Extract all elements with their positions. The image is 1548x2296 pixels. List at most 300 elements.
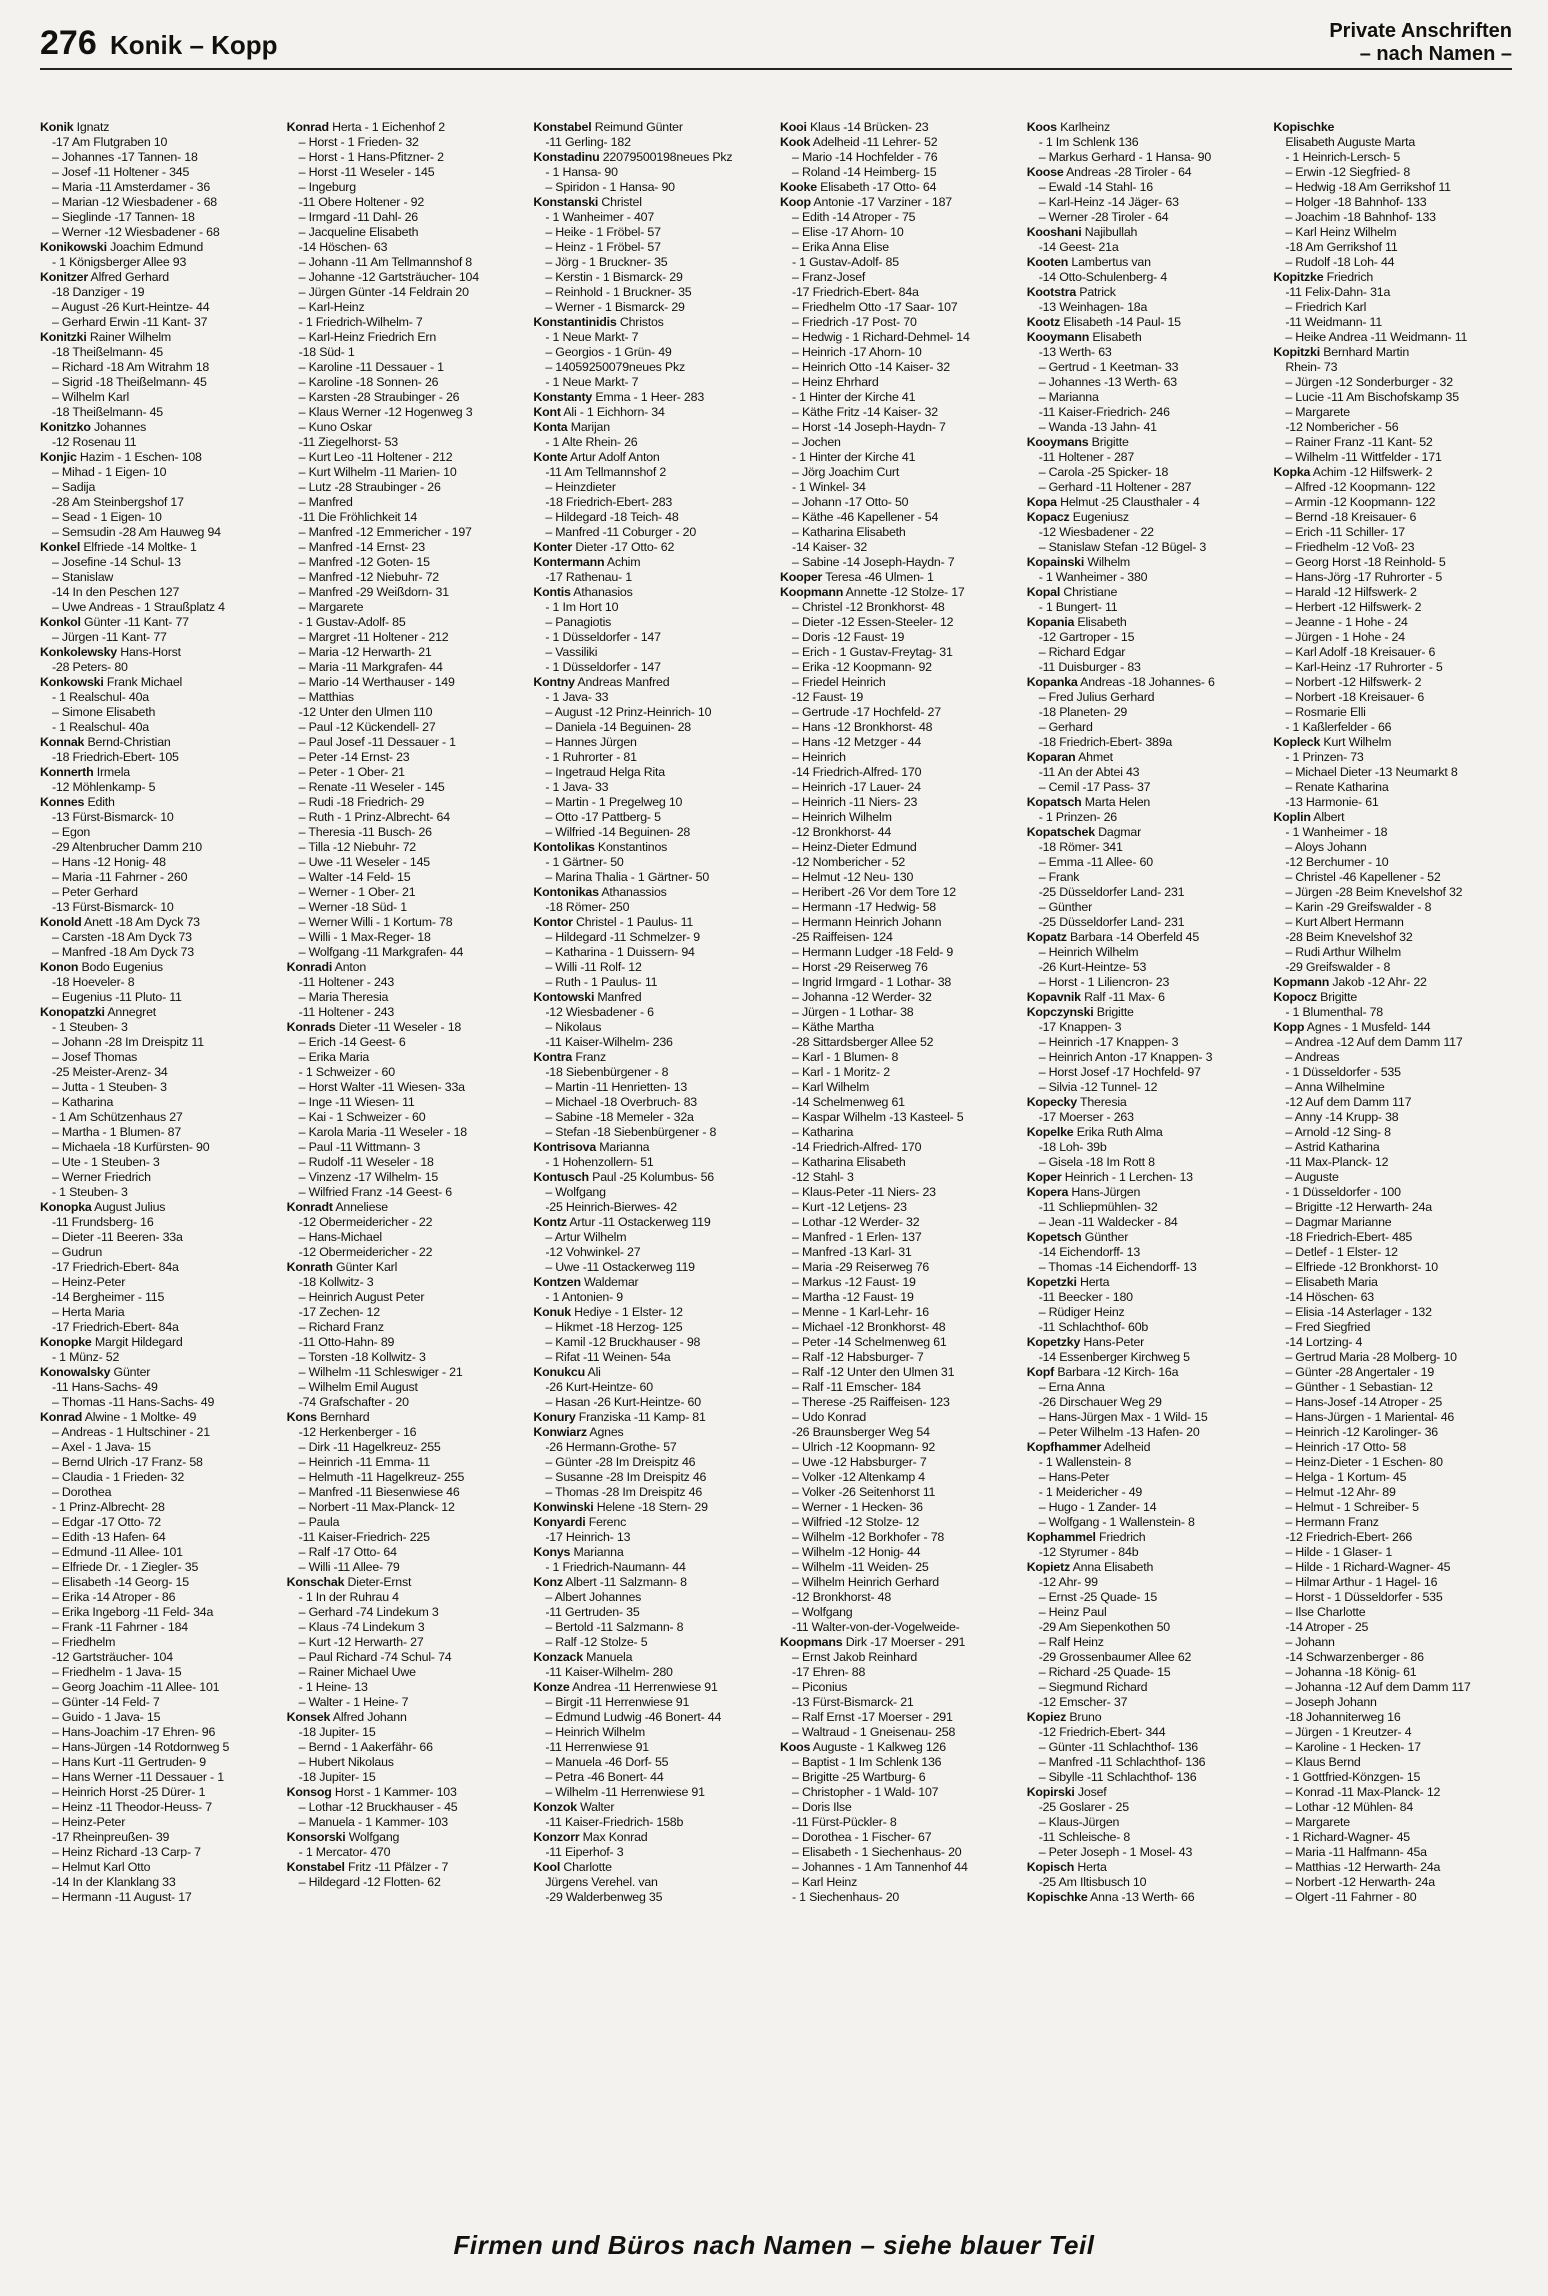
listing-entry (1027, 1230, 1266, 1275)
entry-line: – Horst Walter -11 Wiesen- 33a (298, 1080, 465, 1094)
listing-entry (533, 1515, 772, 1545)
entry-line: – Peter - 1 Ober- 21 (298, 765, 405, 779)
entry-head (780, 1740, 1019, 1755)
entry-line: – Hugo - 1 Zander- 14 (1038, 1500, 1157, 1514)
entry-line: -14 Friedrich-Alfred- 170 (792, 1140, 922, 1154)
listing-entry (1273, 120, 1512, 270)
entry-line: – Olgert -11 Fahrner - 80 (1285, 1890, 1417, 1904)
entry-line: – Margret -11 Holtener - 212 (298, 630, 449, 644)
entry-surname: Konold (40, 915, 82, 929)
entry-line: – Astrid Katharina (1285, 1140, 1380, 1154)
entry-line: – Hans-Jürgen Max - 1 Wild- 15 (1038, 1410, 1208, 1424)
entry-line: – Spiridon - 1 Hansa- 90 (545, 180, 675, 194)
entry-line: – Elfriede Dr. - 1 Ziegler- 35 (52, 1560, 199, 1574)
entry-line: – Jörg - 1 Bruckner- 35 (545, 255, 668, 269)
entry-line: -14 Otto-Schulenberg- 4 (1038, 270, 1168, 284)
entry-line: - 1 Java- 33 (545, 780, 609, 794)
entry-head (533, 420, 772, 435)
entry-first-line: Reimund Günter (591, 120, 683, 134)
entry-surname: Kontor (533, 915, 573, 929)
entry-line: - 1 Blumenthal- 78 (1285, 1005, 1384, 1019)
entry-surname: Konradt (286, 1200, 333, 1214)
entry-line: - 1 Richard-Wagner- 45 (1285, 1830, 1410, 1844)
entry-line: – Johannes -13 Werth- 63 (1038, 375, 1177, 389)
entry-line: – Ralf -17 Otto- 64 (298, 1545, 397, 1559)
entry-line: – Erika -12 Koopmann- 92 (792, 660, 932, 674)
entry-line: - 1 Schweizer - 60 (298, 1065, 395, 1079)
entry-first-line: Athanassios (598, 885, 667, 899)
entry-line: - 1 Java- 33 (545, 690, 609, 704)
entry-line: – Stanislaw (52, 570, 114, 584)
entry-line: – Karl - 1 Blumen- 8 (792, 1050, 899, 1064)
entry-line: – Maria -11 Markgrafen- 44 (298, 660, 443, 674)
entry-line: – Mihad - 1 Eigen- 10 (52, 465, 167, 479)
entry-line: – Karl-Heinz (298, 300, 365, 314)
entry-line: – Karin -29 Greifswalder - 8 (1285, 900, 1432, 914)
entry-line: – Uwe -12 Habsburger- 7 (792, 1455, 927, 1469)
listing-entry (780, 180, 1019, 195)
entry-first-line: Kurt Wilhelm (1320, 735, 1392, 749)
entry-surname: Konkol (40, 615, 81, 629)
entry-first-line: Johannes (90, 420, 147, 434)
entry-line: – Silvia -12 Tunnel- 12 (1038, 1080, 1158, 1094)
entry-head (287, 1785, 526, 1800)
entry-surname: Kopatschek (1026, 825, 1095, 839)
entry-line: -11 Gertruden- 35 (545, 1605, 640, 1619)
listing-entry (533, 1365, 772, 1410)
entry-line: -25 Heinrich-Bierwes- 42 (545, 1200, 677, 1214)
listing-entry (533, 405, 772, 420)
entry-head (533, 120, 772, 135)
listing-entry (40, 1365, 279, 1410)
column-1 (40, 120, 279, 2240)
listing-entry (533, 390, 772, 405)
entry-first-line: Paul -25 Kolumbus- 56 (588, 1170, 714, 1184)
entry-line: – Klaus-Peter -11 Niers- 23 (792, 1185, 936, 1199)
entry-line: - 1 Mercator- 470 (298, 1845, 391, 1859)
entry-head (1027, 1275, 1266, 1290)
entry-line: – Hildegard -12 Flotten- 62 (298, 1875, 441, 1889)
entry-line: - 1 Friedrich-Naumann- 44 (545, 1560, 686, 1574)
entry-line: - 1 Hinter der Kirche 41 (792, 390, 916, 404)
entry-line: -12 Möhlenkamp- 5 (52, 780, 156, 794)
section-title-line1: Private Anschriften (1329, 20, 1512, 42)
entry-line: – Edgar -17 Otto- 72 (52, 1515, 161, 1529)
entry-line: – Friedhelm -12 Voß- 23 (1285, 540, 1415, 554)
entry-line: - 1 Gärtner- 50 (545, 855, 624, 869)
listing-entry (533, 540, 772, 555)
entry-line: – Wilhelm Karl (52, 390, 130, 404)
entry-surname: Kontowski (533, 990, 595, 1004)
entry-line: – Auguste (1285, 1170, 1339, 1184)
entry-line: – Bernd -18 Kreisauer- 6 (1285, 510, 1417, 524)
entry-line: – Käthe Martha (792, 1020, 874, 1034)
entry-surname: Kopecky (1026, 1095, 1077, 1109)
entry-line: – Marian -12 Wiesbadener - 68 (52, 195, 218, 209)
entry-line: – Jürgen -11 Kant- 77 (52, 630, 167, 644)
entry-line: -12 Unter den Ulmen 110 (298, 705, 433, 719)
entry-first-line: Brigitte (1316, 990, 1358, 1004)
entry-head (533, 450, 772, 465)
entry-line: -12 Stahl- 3 (792, 1170, 854, 1184)
entry-surname: Konon (40, 960, 79, 974)
entry-line: – Udo Konrad (792, 1410, 867, 1424)
entry-line: – Inge -11 Wiesen- 11 (298, 1095, 415, 1109)
entry-head (1027, 225, 1266, 240)
listing-entry (533, 885, 772, 915)
entry-line: – Kai - 1 Schweizer - 60 (298, 1110, 426, 1124)
entry-line: – Ingeburg (298, 180, 356, 194)
entry-first-line: Christiane (1060, 585, 1118, 599)
entry-first-line: Franz (572, 1050, 606, 1064)
entry-line: – Kuno Oskar (298, 420, 373, 434)
entry-line: -11 Obere Holtener - 92 (298, 195, 425, 209)
entry-line: – Helmuth -11 Hagelkreuz- 255 (298, 1470, 465, 1484)
listing-entry (40, 795, 279, 915)
entry-surname: Koopmann (780, 585, 844, 599)
entry-line: – Josefine -14 Schul- 13 (52, 555, 181, 569)
entry-line: – Ralf -11 Emscher- 184 (792, 1380, 921, 1394)
entry-line: -18 Friedrich-Ebert- 389a (1038, 735, 1173, 749)
entry-first-line: Günter -11 Kant- 77 (80, 615, 189, 629)
listing-entry (533, 555, 772, 585)
entry-line: – Heinz-Peter (52, 1275, 126, 1289)
entry-line: – Vassiliki (545, 645, 598, 659)
entry-line: – Herbert -12 Hilfswerk- 2 (1285, 600, 1422, 614)
entry-surname: Konkel (40, 540, 81, 554)
entry-surname: Kooshani (1026, 225, 1082, 239)
section-title-line2: – nach Namen – (1359, 43, 1512, 65)
entry-first-line: Annette -12 Stolze- 17 (843, 585, 965, 599)
entry-surname: Kooten (1026, 255, 1069, 269)
entry-line: – Jochen (792, 435, 841, 449)
listing-entry (533, 195, 772, 315)
entry-head (1273, 465, 1512, 480)
entry-head (780, 570, 1019, 585)
entry-line: – Heinrich -12 Karolinger- 36 (1285, 1425, 1438, 1439)
entry-head (40, 1365, 279, 1380)
entry-surname: Kontra (533, 1050, 573, 1064)
entry-line: -11 Duisburger - 83 (1038, 660, 1141, 674)
entry-line: – Günter -28 Im Dreispitz 46 (545, 1455, 696, 1469)
entry-line: – Gerhard -11 Holtener - 287 (1038, 480, 1192, 494)
entry-first-line: Andreas -18 Johannes- 6 (1077, 675, 1215, 689)
entry-first-line: Anneliese (332, 1200, 388, 1214)
entry-line: – Johanne -12 Gartsträucher- 104 (298, 270, 479, 284)
entry-line: -12 Gartroper - 15 (1038, 630, 1135, 644)
entry-line: – Heinrich Wilhelm (792, 810, 892, 824)
entry-surname: Kopatz (1026, 930, 1067, 944)
entry-surname: Konitzer (40, 270, 88, 284)
entry-surname: Kopatsch (1026, 795, 1082, 809)
entry-line: – Manfred -11 Schlachthof- 136 (1038, 1755, 1206, 1769)
entry-head (1027, 1185, 1266, 1200)
entry-line: – Herta Maria (52, 1305, 125, 1319)
entry-head (1027, 1710, 1266, 1725)
entry-head (780, 195, 1019, 210)
entry-line: – Ulrich -12 Koopmann- 92 (792, 1440, 936, 1454)
entry-surname: Koos (1026, 120, 1057, 134)
entry-line: – Hilde - 1 Glaser- 1 (1285, 1545, 1393, 1559)
entry-line: – Martin - 1 Pregelweg 10 (545, 795, 683, 809)
entry-head (1273, 735, 1512, 750)
listing-entry (533, 1575, 772, 1650)
entry-line: – Sead - 1 Eigen- 10 (52, 510, 162, 524)
entry-line: -12 Friedrich-Ebert- 266 (1285, 1530, 1413, 1544)
entry-first-line: Najibullah (1081, 225, 1138, 239)
entry-line: – Günter -28 Angertaler - 19 (1285, 1365, 1435, 1379)
listing-columns (40, 120, 1512, 2240)
column-3 (533, 120, 772, 2240)
entry-line: – Johann -28 Im Dreispitz 11 (52, 1035, 204, 1049)
listing-entry (533, 1305, 772, 1365)
entry-line: – Karola Maria -11 Weseler - 18 (298, 1125, 467, 1139)
entry-head (1027, 555, 1266, 570)
listing-entry (40, 450, 279, 540)
listing-entry (533, 1170, 772, 1215)
entry-line: – Reinhold - 1 Bruckner- 35 (545, 285, 692, 299)
entry-line: -14 In den Peschen 127 (52, 585, 180, 599)
entry-surname: Kontrisova (533, 1140, 597, 1154)
entry-line: – Manfred -11 Biesenwiese 46 (298, 1485, 460, 1499)
listing-entry (1027, 930, 1266, 990)
entry-line: – Erich -11 Schiller- 17 (1285, 525, 1405, 539)
entry-line: -26 Kurt-Heintze- 60 (545, 1380, 653, 1394)
entry-line: – Torsten -18 Kollwitz- 3 (298, 1350, 426, 1364)
entry-line: – Emma -11 Allee- 60 (1038, 855, 1153, 869)
entry-line: – Volker -12 Altenkamp 4 (792, 1470, 925, 1484)
entry-head (1273, 270, 1512, 285)
entry-head (1027, 585, 1266, 600)
entry-line: – Baptist - 1 Im Schlenk 136 (792, 1755, 942, 1769)
entry-line: – Ralf Heinz (1038, 1635, 1104, 1649)
entry-first-line: Friedrich (1095, 1530, 1146, 1544)
entry-line: – Heinrich -11 Niers- 23 (792, 795, 918, 809)
entry-line: - 1 Wallenstein- 8 (1038, 1455, 1132, 1469)
entry-head (1273, 345, 1512, 360)
entry-line: – Hermann Heinrich Johann (792, 915, 942, 929)
entry-first-line: Herta - 1 Eichenhof 2 (328, 120, 445, 134)
entry-line: – Maria -12 Herwarth- 21 (298, 645, 432, 659)
entry-head (1027, 315, 1266, 330)
entry-line: - 1 Siechenhaus- 20 (792, 1890, 900, 1904)
entry-first-line: August Julius (91, 1200, 166, 1214)
entry-head (533, 1170, 772, 1185)
entry-line: – Dirk -11 Hagelkreuz- 255 (298, 1440, 441, 1454)
entry-line: - 1 Prinzen- 73 (1285, 750, 1364, 764)
entry-line: -29 Grossenbaumer Allee 62 (1038, 1650, 1192, 1664)
entry-line: -11 Fürst-Pückler- 8 (792, 1815, 897, 1829)
entry-line: – Erwin -12 Siegfried- 8 (1285, 165, 1411, 179)
entry-line: – Volker -26 Seitenhorst 11 (792, 1485, 936, 1499)
entry-head (533, 1410, 772, 1425)
entry-first-line: Bruno (1066, 1710, 1102, 1724)
entry-first-line: Manfred (594, 990, 642, 1004)
entry-line: – Hermann Franz (1285, 1515, 1379, 1529)
listing-entry (780, 585, 1019, 1635)
entry-head (40, 960, 279, 975)
entry-line: – Manfred -13 Karl- 31 (792, 1245, 912, 1259)
entry-line: – Werner Willi - 1 Kortum- 78 (298, 915, 453, 929)
entry-surname: Konzok (533, 1800, 577, 1814)
entry-first-line: Eugeniusz (1069, 510, 1129, 524)
entry-line: – Heinrich Horst -25 Dürer- 1 (52, 1785, 206, 1799)
entry-surname: Konkolewsky (40, 645, 117, 659)
entry-head (533, 915, 772, 930)
entry-first-line: Rainer Wilhelm (86, 330, 172, 344)
entry-surname: Kool (533, 1860, 561, 1874)
entry-line: – Karl Heinz Wilhelm (1285, 225, 1397, 239)
entry-line: -18 Loh- 39b (1038, 1140, 1107, 1154)
entry-line: – Lutz -28 Straubinger - 26 (298, 480, 441, 494)
entry-surname: Konys (533, 1545, 571, 1559)
listing-entry (287, 1410, 526, 1575)
listing-entry (1027, 1560, 1266, 1710)
entry-surname: Koplin (1273, 810, 1311, 824)
entry-head (287, 1860, 526, 1875)
entry-line: – Siegmund Richard (1038, 1680, 1148, 1694)
entry-line: – Erika Ingeborg -11 Feld- 34a (52, 1605, 214, 1619)
entry-line: – Heinrich -17 Ahorn- 10 (792, 345, 922, 359)
entry-line: – Irmgard -11 Dahl- 26 (298, 210, 419, 224)
entry-line: – Ute - 1 Steuben- 3 (52, 1155, 160, 1169)
entry-surname: Konnes (40, 795, 85, 809)
listing-entry (40, 270, 279, 330)
entry-surname: Konter (533, 540, 573, 554)
entry-line: – Sadija (52, 480, 96, 494)
entry-line: – Peter -14 Schelmenweg 61 (792, 1335, 947, 1349)
entry-line: – Elise -17 Ahorn- 10 (792, 225, 904, 239)
listing-entry (533, 585, 772, 675)
entry-line: - 1 Heinrich-Lersch- 5 (1285, 150, 1401, 164)
entry-line: - 1 Kaßlerfelder - 66 (1285, 720, 1392, 734)
entry-line: -28 Peters- 80 (52, 660, 128, 674)
entry-line: – Heinz Paul (1038, 1605, 1107, 1619)
entry-line: – Frank (1038, 870, 1080, 884)
entry-line: -11 Hans-Sachs- 49 (52, 1380, 158, 1394)
entry-first-line: Franziska -11 Kamp- 81 (575, 1410, 706, 1424)
entry-line: -11 Holtener - 243 (298, 1005, 395, 1019)
entry-surname: Kopa (1026, 495, 1057, 509)
entry-surname: Kopocz (1273, 990, 1317, 1004)
entry-line: -12 Auf dem Damm 117 (1285, 1095, 1412, 1109)
entry-first-line: Achim -12 Hilfswerk- 2 (1310, 465, 1433, 479)
entry-line: – Peter Joseph - 1 Mosel- 43 (1038, 1845, 1193, 1859)
entry-head (287, 120, 526, 135)
entry-line: - 1 Winkel- 34 (792, 480, 866, 494)
entry-first-line: Christel - 1 Paulus- 11 (572, 915, 694, 929)
entry-line: -11 Herrenwiese 91 (545, 1740, 649, 1754)
entry-head (40, 645, 279, 660)
entry-line: – Michael -12 Bronkhorst- 48 (792, 1320, 946, 1334)
entry-line: – Wolfgang (792, 1605, 853, 1619)
entry-line: – Lothar -12 Mühlen- 84 (1285, 1800, 1414, 1814)
entry-first-line: Konstantinos (594, 840, 668, 854)
entry-line: -11 Schliepmühlen- 32 (1038, 1200, 1158, 1214)
entry-head (533, 885, 772, 900)
entry-line: – Wilhelm Heinrich Gerhard (792, 1575, 939, 1589)
listing-entry (40, 645, 279, 675)
entry-line: – Hans-Jörg -17 Ruhrorter - 5 (1285, 570, 1443, 584)
entry-first-line: Joachim Edmund (106, 240, 204, 254)
entry-first-line: Alfred Gerhard (87, 270, 169, 284)
entry-head (1273, 1020, 1512, 1035)
entry-head (287, 1575, 526, 1590)
entry-first-line: Helmut -25 Clausthaler - 4 (1056, 495, 1200, 509)
entry-surname: Konzorr (533, 1830, 580, 1844)
entry-first-line: Dagmar (1094, 825, 1142, 839)
entry-line: – Ruth - 1 Paulus- 11 (545, 975, 658, 989)
listing-entry (287, 1575, 526, 1710)
entry-first-line: Ali (584, 1365, 601, 1379)
listing-entry (533, 1425, 772, 1500)
listing-entry (1027, 1185, 1266, 1230)
listing-entry (533, 675, 772, 840)
listing-entry (533, 450, 772, 540)
entry-line: -12 Styrumer - 84b (1038, 1545, 1139, 1559)
entry-head (533, 585, 772, 600)
entry-head (533, 150, 772, 165)
entry-line: – Heinz-Dieter Edmund (792, 840, 917, 854)
entry-first-line: Günther (1081, 1230, 1129, 1244)
entry-head (40, 1005, 279, 1020)
listing-entry (287, 1020, 526, 1200)
entry-line: – Sabine -14 Joseph-Haydn- 7 (792, 555, 955, 569)
entry-surname: Konstadinu (533, 150, 600, 164)
entry-line: – Heinz -11 Theodor-Heuss- 7 (52, 1800, 212, 1814)
entry-head (780, 1635, 1019, 1650)
entry-line: – Wilfried -14 Beguinen- 28 (545, 825, 691, 839)
entry-surname: Kopfhammer (1026, 1440, 1102, 1454)
entry-surname: Konz (533, 1575, 563, 1589)
entry-line: – Wilhelm Emil August (298, 1380, 418, 1394)
entry-line: – Wolfgang (545, 1185, 606, 1199)
entry-line: -18 Süd- 1 (298, 345, 355, 359)
entry-head (40, 1410, 279, 1425)
entry-line: – Kurt Albert Hermann (1285, 915, 1404, 929)
entry-line: – Axel - 1 Java- 15 (52, 1440, 151, 1454)
entry-line: – Hermann Ludger -18 Feld- 9 (792, 945, 954, 959)
entry-line: – Käthe Fritz -14 Kaiser- 32 (792, 405, 938, 419)
entry-line: -12 Nombericher - 52 (792, 855, 906, 869)
entry-surname: Kophammel (1026, 1530, 1096, 1544)
entry-head (533, 1650, 772, 1665)
entry-line: -18 Jupiter- 15 (298, 1770, 376, 1784)
entry-line: – Ralf -12 Unter den Ulmen 31 (792, 1365, 955, 1379)
entry-line: -18 Hoeveler- 8 (52, 975, 135, 989)
listing-entry (780, 1635, 1019, 1740)
entry-line: -18 Friedrich-Ebert- 283 (545, 495, 673, 509)
entry-line: - 1 Im Hort 10 (545, 600, 619, 614)
entry-line: – Werner -28 Tiroler - 64 (1038, 210, 1169, 224)
entry-line: Elisabeth Auguste Marta (1285, 135, 1416, 149)
entry-line: - 1 Hinter der Kirche 41 (792, 450, 916, 464)
entry-line: – Willi - 1 Max-Reger- 18 (298, 930, 431, 944)
entry-line: – Bernd Ulrich -17 Franz- 58 (52, 1455, 203, 1469)
listing-entry (40, 1335, 279, 1365)
listing-entry (1273, 1020, 1512, 1905)
entry-first-line: Edith (84, 795, 115, 809)
entry-line: -25 Raiffeisen- 124 (792, 930, 893, 944)
entry-first-line: Josef (1074, 1785, 1107, 1799)
entry-line: – Manuela -46 Dorf- 55 (545, 1755, 669, 1769)
entry-first-line: Dieter-Ernst (344, 1575, 412, 1589)
entry-line: – Johanna -18 König- 61 (1285, 1665, 1417, 1679)
entry-surname: Kopirski (1026, 1785, 1075, 1799)
entry-line: -11 Beecker - 180 (1038, 1290, 1133, 1304)
entry-head (1027, 615, 1266, 630)
entry-line: – Petra -46 Bonert- 44 (545, 1770, 664, 1784)
